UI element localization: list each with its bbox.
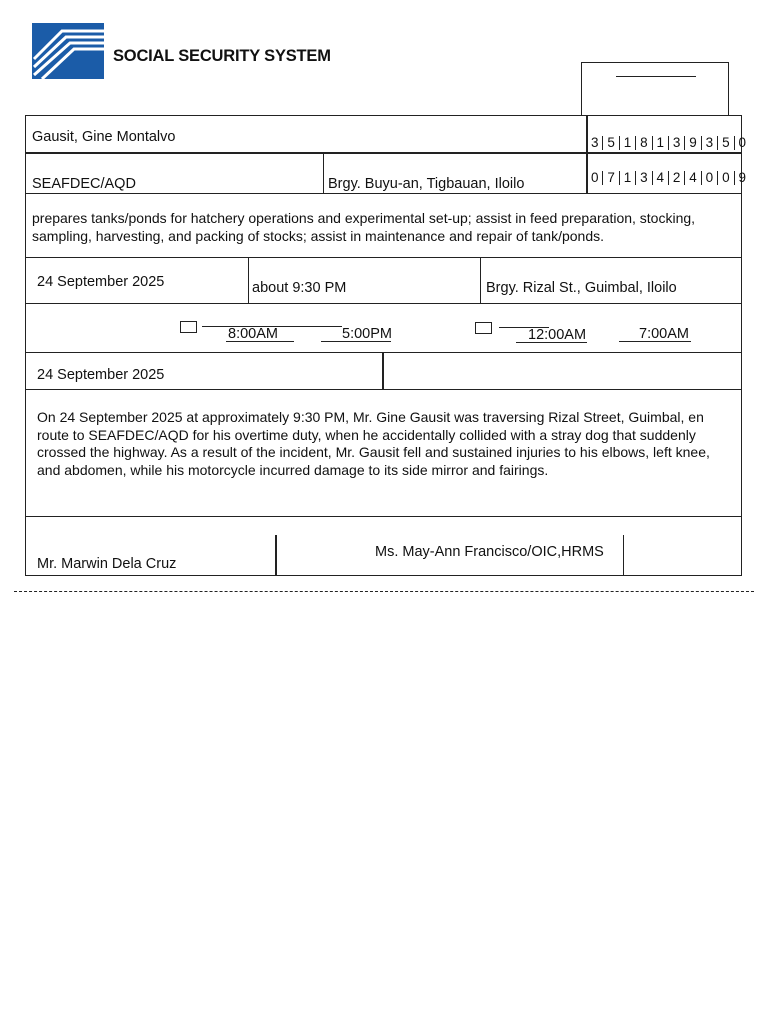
incident-place: Brgy. Rizal St., Guimbal, Iloilo bbox=[486, 280, 677, 296]
incident-date: 24 September 2025 bbox=[37, 274, 165, 290]
row-divider bbox=[25, 303, 742, 304]
cut-line bbox=[14, 591, 754, 592]
col-divider bbox=[248, 257, 249, 303]
digit-cell: 3 bbox=[669, 136, 685, 150]
col-divider bbox=[623, 535, 624, 576]
ss-number bbox=[587, 136, 750, 150]
overtime-to-time: 7:00AM bbox=[639, 326, 689, 342]
digit-cell: 3 bbox=[636, 171, 652, 185]
digit-cell: 9 bbox=[738, 170, 746, 185]
digit-cell: 1 bbox=[620, 171, 636, 185]
digit-cell: 1 bbox=[620, 136, 636, 150]
digit-cell: 0 bbox=[718, 171, 734, 185]
digit-cell: 9 bbox=[685, 136, 701, 150]
digit-cell: 8 bbox=[636, 136, 652, 150]
signatory-left: Mr. Marwin Dela Cruz bbox=[37, 556, 177, 572]
row-divider bbox=[25, 257, 742, 258]
sss-logo bbox=[32, 23, 104, 79]
row-divider bbox=[25, 193, 742, 194]
digit-cell: 4 bbox=[685, 171, 701, 185]
digit-cell: 7 bbox=[603, 171, 619, 185]
signatory-right: Ms. May-Ann Francisco/OIC,HRMS bbox=[375, 544, 604, 560]
row-divider bbox=[25, 152, 742, 154]
digit-cell: 1 bbox=[653, 136, 669, 150]
digit-cell: 3 bbox=[587, 136, 603, 150]
regular-schedule-checkbox[interactable] bbox=[180, 321, 197, 333]
date-reported: 24 September 2025 bbox=[37, 367, 165, 383]
duties-text: prepares tanks/ponds for hatchery operations and experimental set-up; assist in feed preparation, stocking, sampling, harvesting, and packing of stocks; assist in maintenance and repair of tank/ponds. bbox=[32, 210, 696, 244]
digit-cell: 0 bbox=[702, 171, 718, 185]
incident-narrative: On 24 September 2025 at approximately 9:30 PM, Mr. Gine Gausit was traversing Rizal Street, Guimbal, en route to SEAFDEC/AQD for his overtime duty, when he accidentally collided with a stray dog that suddenly crossed the highway. As a result of the incident, Mr. Gausit fell and sustained injuries to his elbows, left knee, and abdomen, while his motorcycle incurred damage to its side mirror and fairings. bbox=[37, 409, 710, 478]
col-divider bbox=[382, 352, 384, 389]
schedule-underline bbox=[321, 341, 391, 342]
digit-cell: 2 bbox=[669, 171, 685, 185]
col-divider bbox=[480, 257, 481, 303]
overtime-schedule-checkbox[interactable] bbox=[475, 322, 492, 334]
row-divider bbox=[25, 516, 742, 517]
regular-from-time: 8:00AM bbox=[228, 326, 278, 342]
schedule-underline bbox=[226, 341, 294, 342]
digit-cell: 4 bbox=[653, 171, 669, 185]
member-name: Gausit, Gine Montalvo bbox=[32, 129, 176, 145]
employer-number bbox=[587, 171, 750, 185]
row-divider bbox=[25, 389, 742, 390]
digit-cell: 3 bbox=[702, 136, 718, 150]
digit-cell: 5 bbox=[718, 136, 734, 150]
employer-name: SEAFDEC/AQD bbox=[32, 176, 136, 192]
employer-address: Brgy. Buyu-an, Tigbauan, Iloilo bbox=[328, 176, 525, 192]
col-divider bbox=[323, 153, 324, 193]
digit-cell: 5 bbox=[603, 136, 619, 150]
organization-name: SOCIAL SECURITY SYSTEM bbox=[113, 47, 331, 65]
regular-to-time: 5:00PM bbox=[342, 326, 392, 342]
digit-cell: 0 bbox=[587, 171, 603, 185]
schedule-underline bbox=[619, 341, 691, 342]
schedule-underline bbox=[516, 342, 587, 343]
col-divider bbox=[275, 535, 277, 576]
digit-cell: 0 bbox=[738, 135, 746, 150]
form-number-box bbox=[581, 62, 729, 115]
overtime-from-time: 12:00AM bbox=[528, 327, 587, 343]
incident-time: about 9:30 PM bbox=[252, 280, 347, 296]
